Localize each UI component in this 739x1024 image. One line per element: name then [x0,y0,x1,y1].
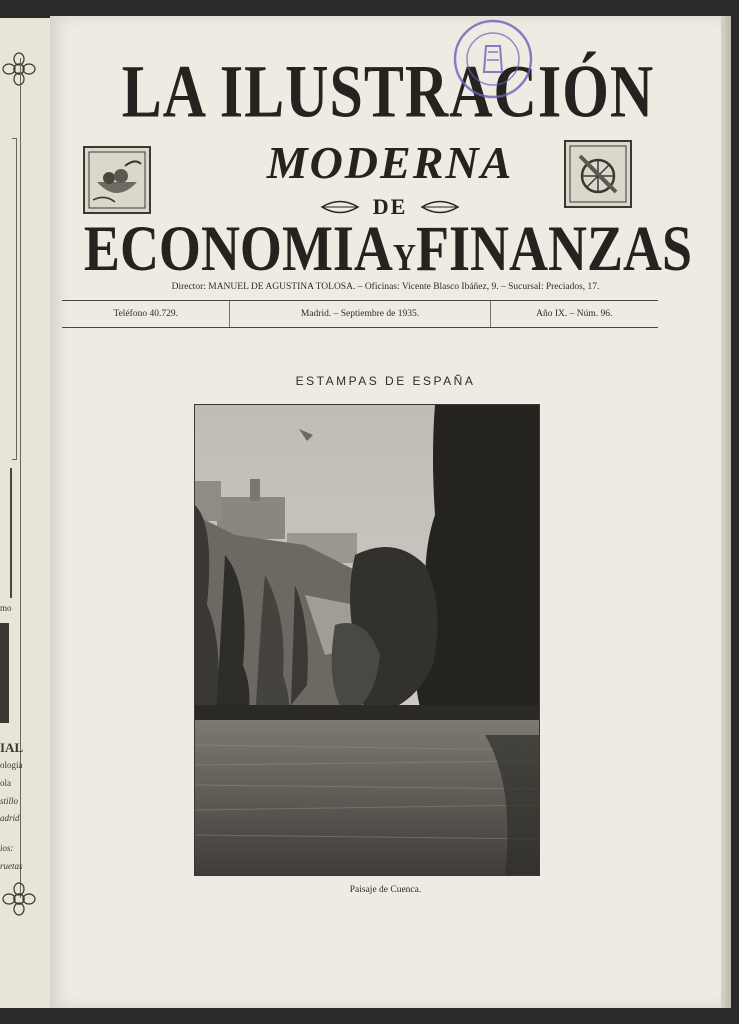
left-page-frame [0,468,12,598]
connector-word: DE [372,194,408,219]
director-line: Director: MANUEL DE AGUSTINA TOLOSA. – Oficinas: Vicente Blasco Ibáñez, 9. – Sucursal: Preciados, 17. [171,282,600,292]
magazine-page [50,16,721,1008]
masthead-emblem-left [83,146,151,214]
left-page-image-fragment [0,623,9,723]
masthead-subtitle: MODERNA [266,137,514,188]
title-word-finanzas: FINANZAS [416,212,693,285]
basket-emblem-icon [85,148,149,212]
info-bar [62,300,658,328]
masthead-title: LA ILUSTRACIÓN [121,50,655,133]
left-page-text-fragment: stillo [0,796,19,806]
stamp-seal-icon [450,16,536,102]
left-page-rule [20,58,21,898]
floral-ornament-icon [2,882,36,916]
section-heading: ESTAMPAS DE ESPAÑA [295,374,476,388]
left-page-text-fragment: adrid [0,813,20,823]
masthead-title-line3 [68,212,708,285]
left-page-text-fragment: ios: [0,843,14,853]
floral-ornament-icon [2,52,36,86]
numero-cell: Año IX. – Núm. 96. [536,309,613,319]
left-page-frame [12,138,17,460]
left-page-text-fragment: mo [0,603,12,613]
telefono-cell: Teléfono 40.729. [62,301,230,327]
wheel-emblem-icon [566,142,630,206]
previous-page-strip [0,18,51,1008]
left-page-text-fragment: IAL [0,740,24,755]
masthead-emblem-right [564,140,632,208]
fecha-cell: Madrid. – Septiembre de 1935. [230,301,490,327]
title-word-economia: ECONOMIA [83,212,393,285]
cuenca-landscape-image [195,405,539,875]
left-page-text-fragment: ruetas [0,861,23,871]
left-page-text-fragment: ología [0,760,23,770]
left-page-text-fragment: ola [0,778,11,788]
photo-caption: Paisaje de Cuenca. [349,885,422,895]
landscape-photograph [194,404,540,876]
page-edge [721,16,731,1008]
title-conjunction: Y [392,235,417,279]
masthead [50,16,721,319]
library-stamp [450,16,536,102]
